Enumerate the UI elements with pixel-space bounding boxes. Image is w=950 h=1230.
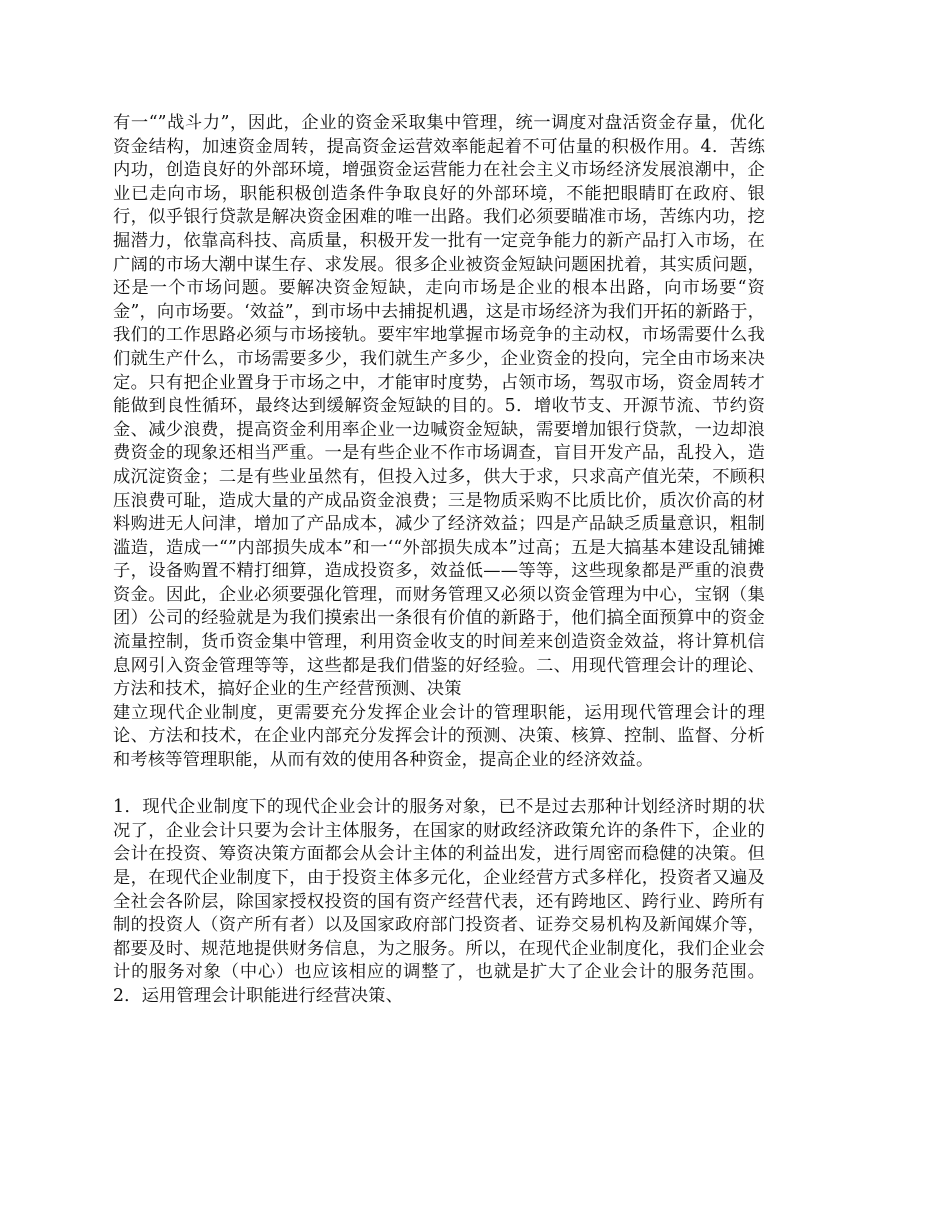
paragraph-gap bbox=[113, 773, 765, 797]
document-body bbox=[113, 112, 765, 1009]
paragraph-capital-management: 有一“”战斗力”，因此，企业的资金采取集中管理，统一调度对盘活资金存量，优化资金结构，加速资金周转，提高资金运营效率能起着不可估量的积极作用。4．苦练内功，创造良好的外部环境，增强资金运营能力在社会主义市场经济发展浪潮中，企业已走向市场，职能积极创造条件争取良好的外部环境，不能把眼睛盯在政府、银行，似乎银行贷款是解决资金困难的唯一出路。我们必须要瞄准市场，苦练内功，挖掘潜力，依靠高科技、高质量，积极开发一批有一定竞争能力的新产品打入市场，在广阔的市场大潮中谋生存、求发展。很多企业被资金短缺问题困扰着，其实质问题，还是一个市场问题。要解决资金短缺，走向市场是企业的根本出路，向市场要“资金”，向市场要。‘效益”，到市场中去捕捉机遇，这是市场经济为我们开拓的新路于，我们的工作思路必须与市场接轨。要牢牢地掌握市场竞争的主动权，市场需要什么我们就生产什么，市场需要多少，我们就生产多少，企业资金的投向，完全由市场来决定。只有把企业置身于市场之中，才能审时度势，占领市场，驾驭市场，资金周转才能做到良性循环，最终达到缓解资金短缺的目的。5．增收节支、开源节流、节约资金、减少浪费，提高资金利用率企业一边喊资金短缺，需要增加银行贷款，一边却浪费资金的现象还相当严重。一是有些企业不作市场调查，盲目开发产品，乱投入，造成沉淀资金；二是有些业虽然有，但投入过多，供大于求，只求高产值光荣，不顾积压浪费可耻，造成大量的产成品资金浪费；三是物质采购不比质比价，质次价高的材料购进无人问津，增加了产品成本，减少了经济效益；四是产品缺乏质量意识，粗制滥造，造成一“”内部损失成本”和一‘“外部损失成本”过高；五是大搞基本建设乱铺摊子，设备购置不精打细算，造成投资多，效益低——等等，这些现象都是严重的浪费资金。因此，企业必须要强化管理，而财务管理又必须以资金管理为中心，宝钢（集团）公司的经验就是为我们摸索出一条很有价值的新路于，他们搞全面预算中的资金流量控制，货币资金集中管理，利用资金收支的时间差来创造资金效益，将计算机信息网引入资金管理等等，这些都是我们借鉴的好经验。二、用现代管理会计的理论、方法和技术，搞好企业的生产经营预测、决策 bbox=[113, 113, 765, 700]
paragraph-management-accounting: 建立现代企业制度，更需要充分发挥企业会计的管理职能，运用现代管理会计的理论、方法和技术，在企业内部充分发挥会计的预测、决策、核算、控制、监督、分析和考核等管理职能，从而有效的使用各种资金，提高企业的经济效益。 bbox=[113, 702, 765, 771]
paragraph-service-object: 1．现代企业制度下的现代企业会计的服务对象，已不是过去那种计划经济时期的状况了，企业会计只要为会计主体服务，在国家的财政经济政策允许的条件下，企业的会计在投资、筹资决策方面都会从会计主体的利益出发，进行周密而稳健的决策。但是，在现代企业制度下，由于投资主体多元化，企业经营方式多样化，投资者又遍及全社会各阶层，除国家授权投资的国有资产经营代表，还有跨地区、跨行业、跨所有制的投资人（资产所有者）以及国家政府部门投资者、证券交易机构及新闻媒介等，都要及时、规范地提供财务信息，为之服务。所以，在现代企业制度化，我们企业会计的服务对象（中心）也应该相应的调整了，也就是扩大了企业会计的服务范围。2．运用管理会计职能进行经营决策、 bbox=[113, 797, 765, 1006]
